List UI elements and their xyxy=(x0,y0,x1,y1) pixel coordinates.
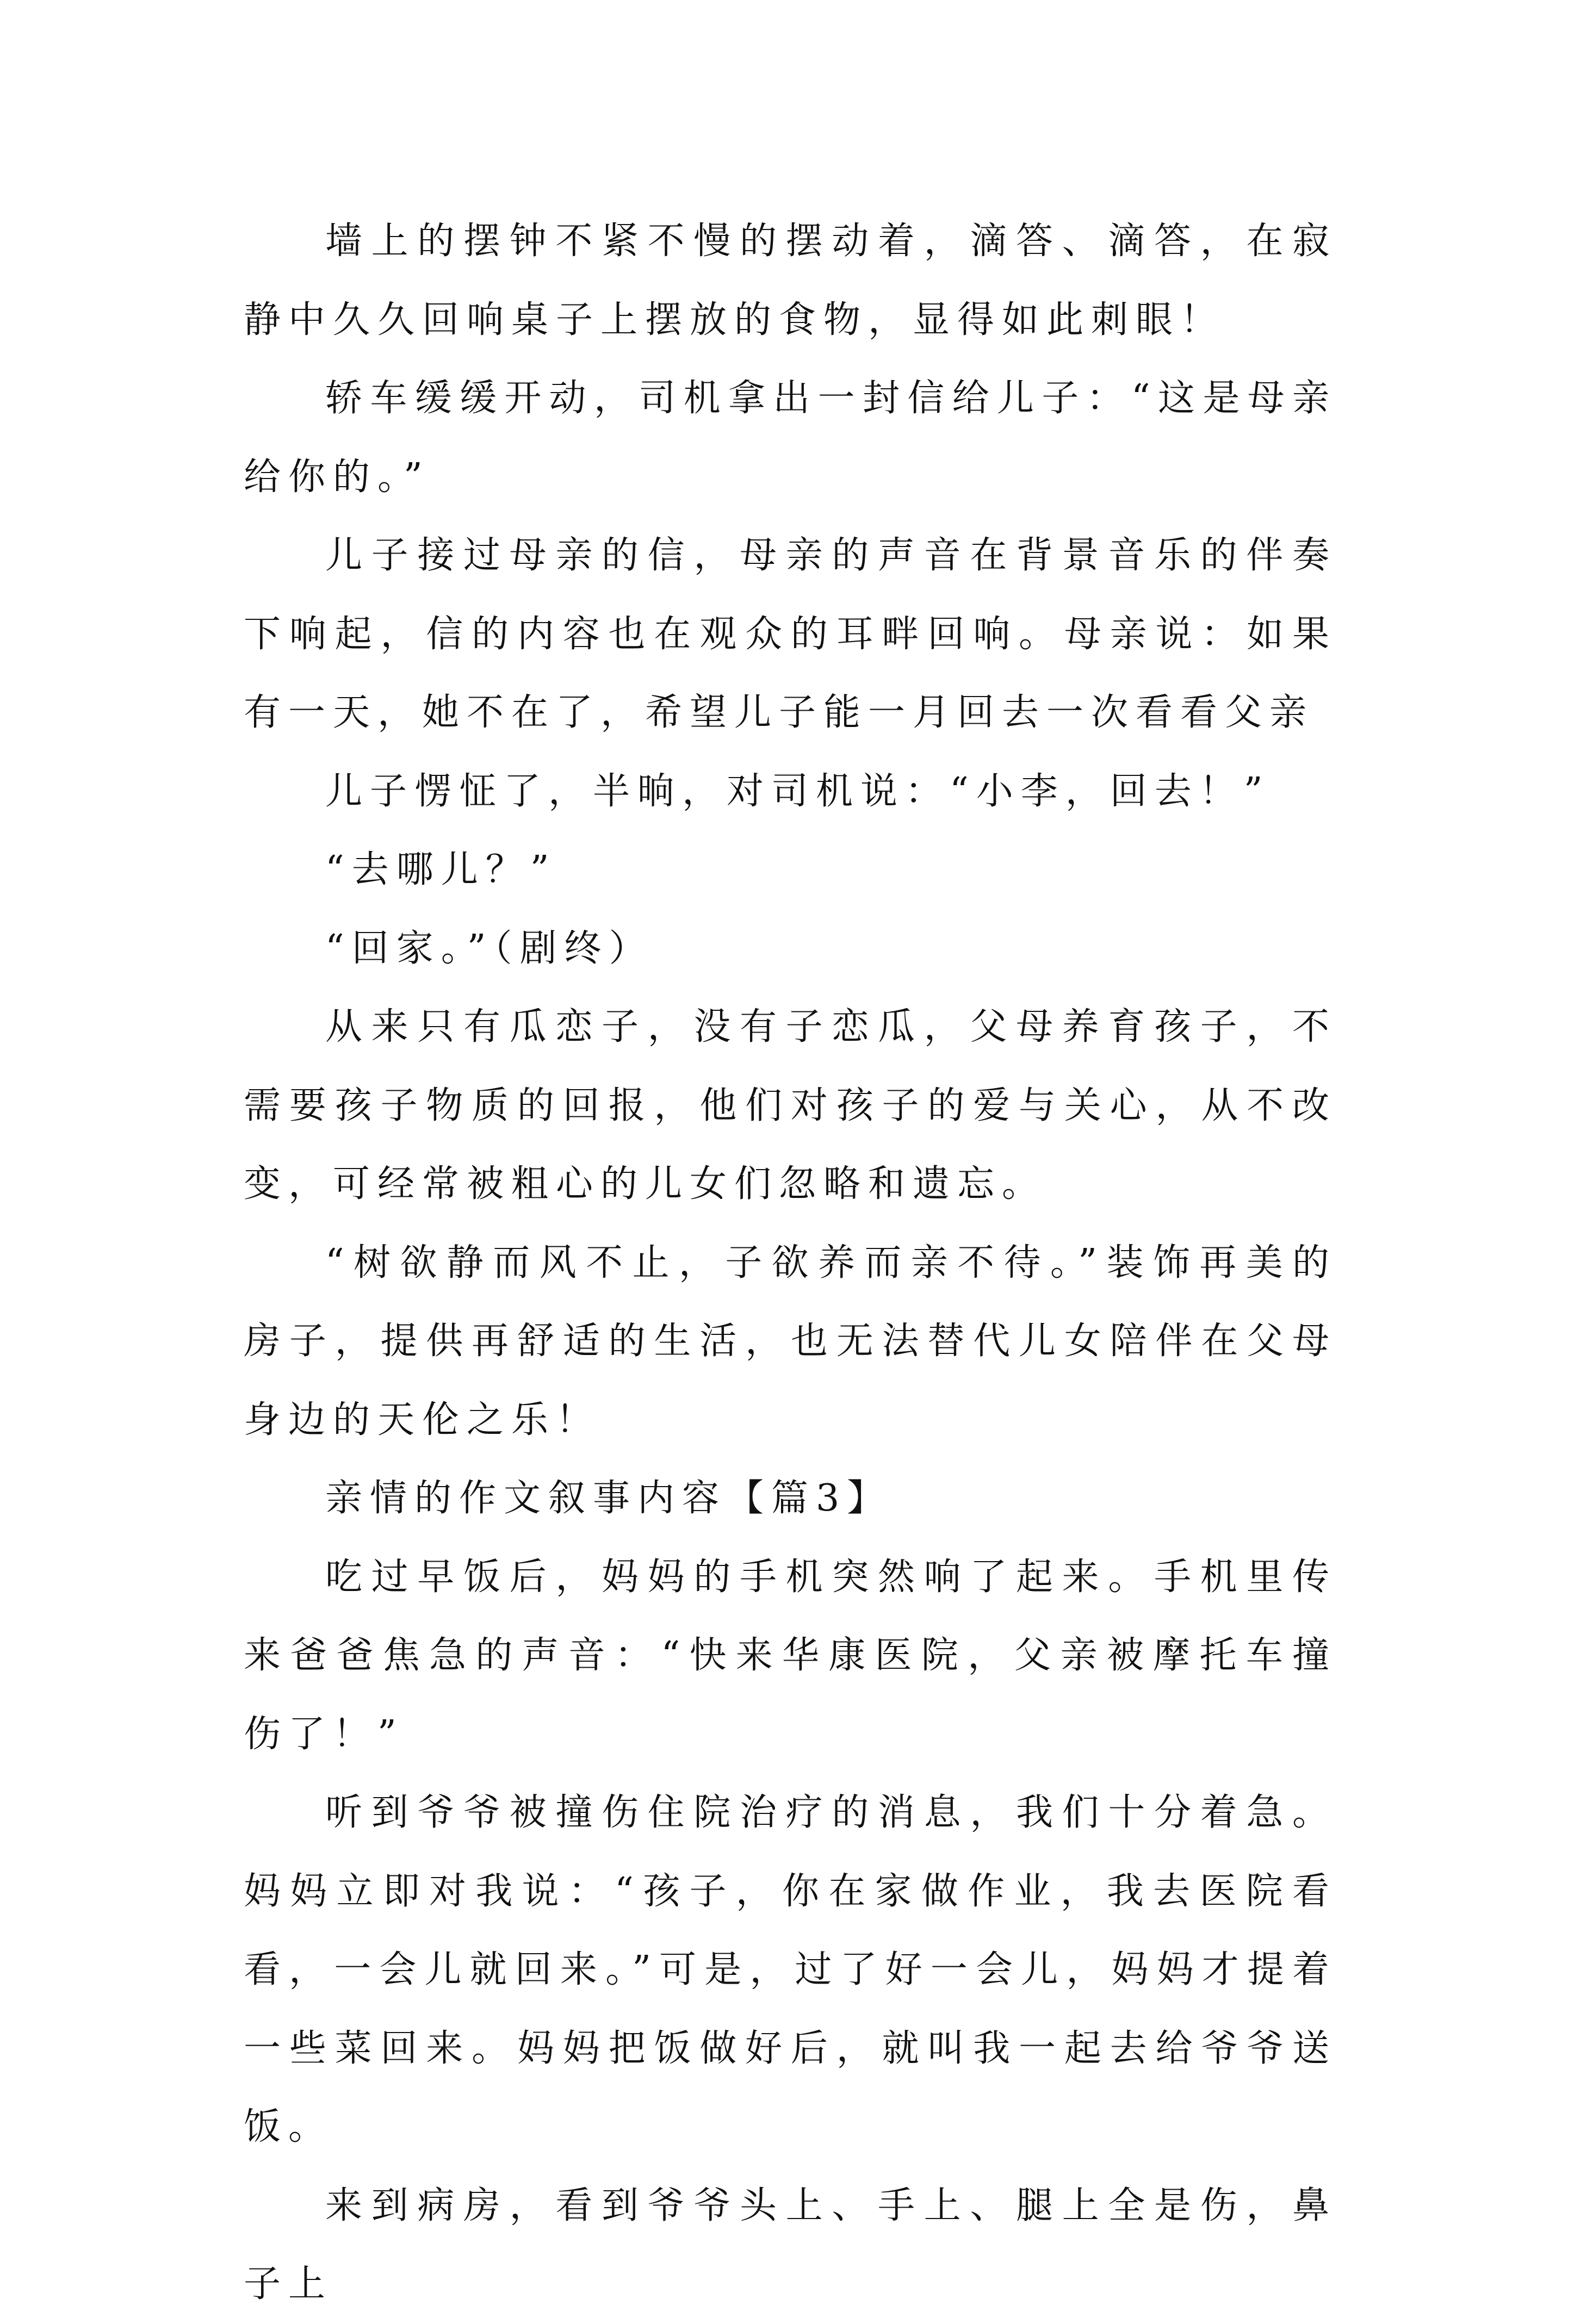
paragraph-phone-call: 吃过早饭后，妈妈的手机突然响了起来。手机里传来爸爸焦急的声音：“快来华康医院，父亲被摩托车撞伤了！” xyxy=(244,1555,1337,1756)
paragraph-hospital-news: 听到爷爷被撞伤住院治疗的消息，我们十分着急。妈妈立即对我说：“孩子，你在家做作业，我去医院看看，一会儿就回来。”可是，过了好一会儿，妈妈才提着一些菜回来。妈妈把饭做好后，就叫我一起去给爷爷送饭。 xyxy=(244,1791,1337,2148)
paragraph-proverb: “树欲静而风不止，子欲养而亲不待。”装饰再美的房子，提供再舒适的生活，也无法替代儿女陪伴在父母身边的天伦之乐！ xyxy=(244,1241,1337,1441)
paragraph-son-reply: 儿子愣怔了，半晌，对司机说：“小李，回去！” xyxy=(325,769,1271,813)
paragraph-parents-love: 从来只有瓜恋子，没有子恋瓜，父母养育孩子，不需要孩子物质的回报，他们对孩子的爱与关心，从不改变，可经常被粗心的儿女们忽略和遗忘。 xyxy=(244,1005,1337,1206)
paragraph-where-to: “去哪儿？” xyxy=(325,848,557,891)
document-body xyxy=(244,202,1337,2324)
section-heading: 亲情的作文叙事内容【篇3】 xyxy=(325,1477,892,1520)
paragraph-car-letter: 轿车缓缓开动，司机拿出一封信给儿子：“这是母亲给你的。” xyxy=(244,377,1337,499)
paragraph-clock: 墙上的摆钟不紧不慢的摆动着，滴答、滴答，在寂静中久久回响桌子上摆放的食物，显得如此刺眼！ xyxy=(244,220,1337,341)
paragraph-hospital-room: 来到病房，看到爷爷头上、手上、腿上全是伤，鼻子上 xyxy=(244,2184,1337,2306)
paragraph-go-home: “回家。”（剧终） xyxy=(325,927,654,970)
paragraph-mother-letter: 儿子接过母亲的信，母亲的声音在背景音乐的伴奏下响起，信的内容也在观众的耳畔回响。母亲说：如果有一天，她不在了，希望儿子能一月回去一次看看父亲 xyxy=(244,534,1337,734)
